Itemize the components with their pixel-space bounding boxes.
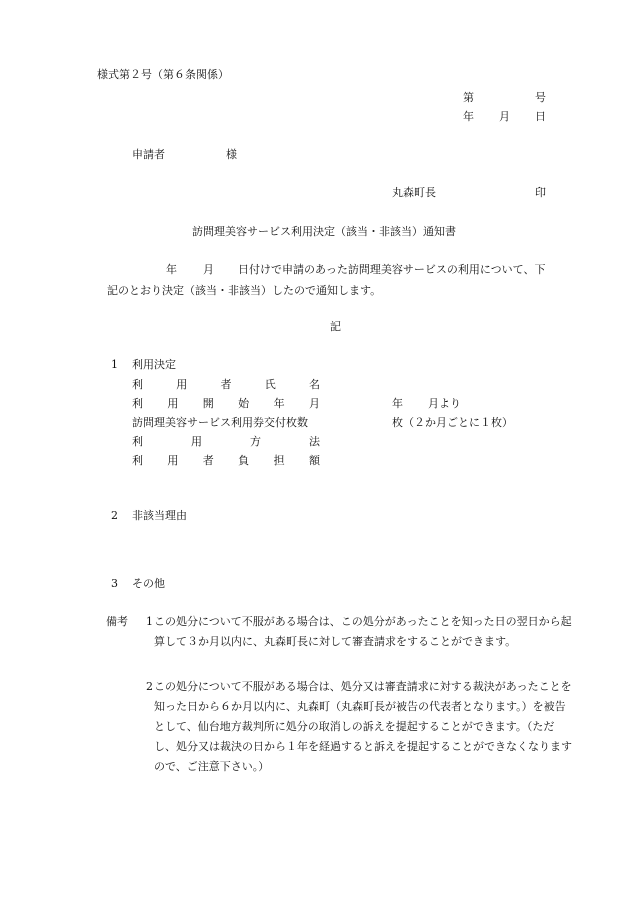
label-char: 利 [132,397,143,410]
section-3-heading: その他 [132,577,165,590]
row-usage-method-label [132,435,320,449]
intro-year: 年 [166,263,177,276]
label-char: 氏 [264,378,276,391]
label-char: 者 [220,378,232,391]
remark-2-number: 2 [146,680,153,693]
start-month-value: 月より [428,397,461,410]
row-ticket-count-label: 訪問理美容サービス利用券交付枚数 [132,416,308,429]
label-char: 利 [132,435,143,448]
label-char: 方 [250,435,261,448]
label-char: 月 [308,397,320,410]
row-user-charge-label [132,454,320,468]
document-title: 訪問理美容サービス利用決定（該当・非該当）通知書 [192,225,456,238]
issuer-seal: 印 [535,186,546,199]
section-3-number: 3 [111,577,118,590]
intro-month: 月 [203,263,214,276]
intro-line-2: 記のとおり決定（該当・非該当）したので通知します。 [107,284,382,297]
remark-1-text: この処分について不服がある場合は、この処分があったことを知った日の翌日から起算して３か月以内に、丸森町長に対して審査請求をすることができます。 [154,615,572,648]
addressee-label: 申請者 [132,148,165,161]
section-2-number: 2 [111,509,118,522]
remark-1-number: 1 [146,615,153,628]
remarks-label: 備考 [106,615,128,628]
label-char: 用 [167,397,179,410]
label-char: 法 [309,435,320,448]
intro-line-1: 日付けで申請のあった訪問理美容サービスの利用について、下 [238,263,546,276]
label-char: 負 [238,454,250,467]
row-user-name-label [132,378,320,392]
label-char: 担 [273,454,285,467]
label-char: 利 [132,378,143,391]
date-year: 年 [463,110,474,123]
label-char: 利 [132,454,143,467]
row-start-date-label [132,397,320,411]
label-char: 者 [202,454,214,467]
label-char: 用 [167,454,179,467]
section-2-heading: 非該当理由 [132,509,187,522]
date-day: 日 [535,110,546,123]
form-number: 様式第２号（第６条関係） [97,68,229,81]
date-month: 月 [499,110,510,123]
remark-2-text: この処分について不服がある場合は、処分又は審査請求に対する裁決があったことを知った日から６か月以内に、丸森町（丸森町長が被告の代表者となります。）を被告として、仙台地方裁判所に処分の取消しの訴えを提起することができます。（ただし、処分又は裁決の日から１年を経過すると訴えを提起することができなくなりますので、ご注意下さい。） [154,680,572,773]
issuer-name: 丸森町長 [392,186,436,199]
section-1-heading: 利用決定 [132,358,176,371]
label-char: 名 [309,378,320,391]
label-char: 用 [191,435,202,448]
label-char: 始 [238,397,250,410]
ticket-count-value: 枚（２か月ごとに１枚） [392,416,513,429]
start-year-value: 年 [392,397,403,410]
ki-heading: 記 [330,320,341,333]
label-char: 用 [176,378,188,391]
document-number-prefix: 第 [463,91,474,104]
label-char: 年 [273,397,285,410]
label-char: 額 [308,454,320,467]
addressee-honorific: 様 [226,148,237,161]
document-number-suffix: 号 [535,91,546,104]
section-1-number: 1 [111,358,118,371]
label-char: 開 [202,397,214,410]
